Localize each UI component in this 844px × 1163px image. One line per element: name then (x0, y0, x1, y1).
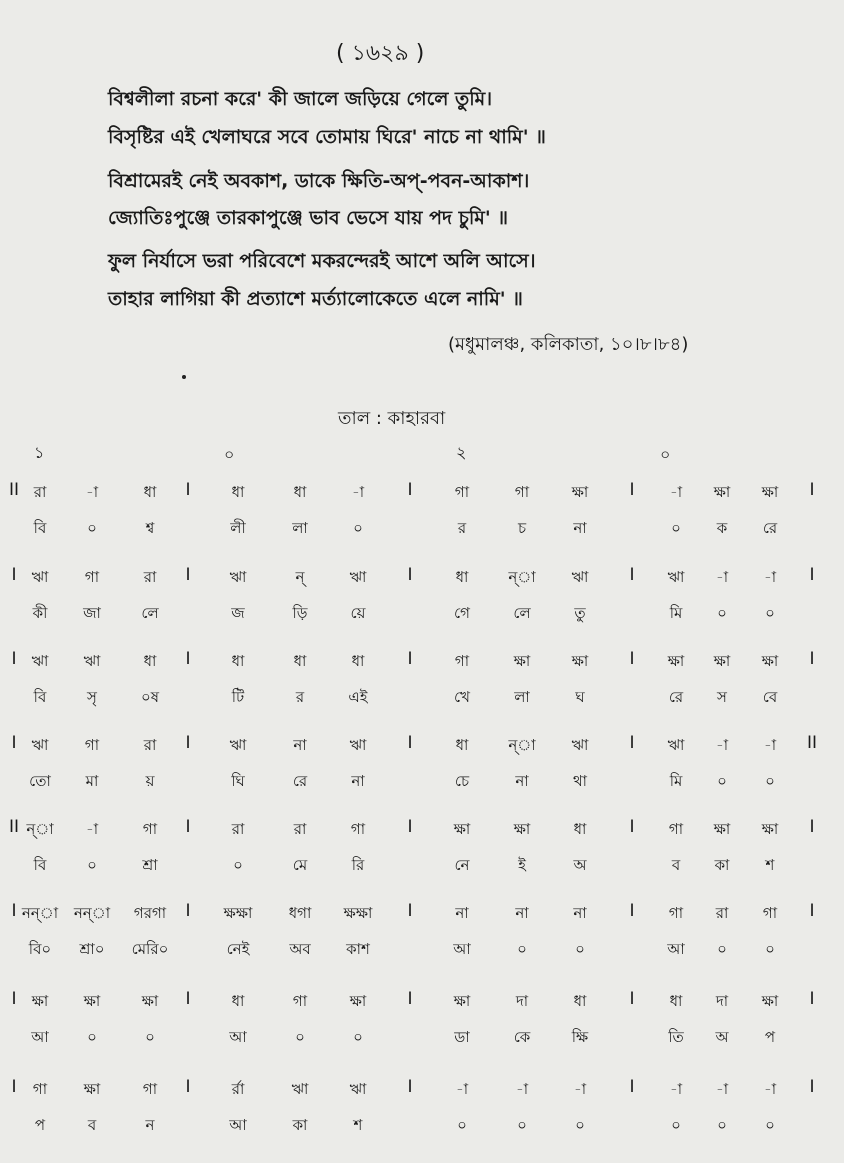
swar-note: গা (454, 483, 470, 501)
swar-note: না (573, 904, 587, 922)
lyric-line-6: তাহার লাগিয়া কী প্রত্যাশে মর্ত্যালোকেতে এলে নামি' ॥ (108, 288, 523, 310)
lyric-syllable: ০ (233, 856, 243, 874)
lyric-syllable: ০ (353, 519, 363, 537)
bar-line: I (629, 1077, 635, 1097)
lyric-syllable: কাশ (346, 940, 370, 958)
bar-line: I (407, 989, 413, 1009)
bar-line: I (629, 480, 635, 500)
bar-line: I (809, 649, 815, 669)
lyric-syllable: লে (513, 604, 531, 622)
bar-line: I (629, 733, 635, 753)
lyric-syllable: নেই (226, 940, 250, 958)
lyric-syllable: ০ (671, 519, 681, 537)
lyric-syllable: বি (33, 856, 47, 874)
lyric-syllable: লী (230, 519, 246, 537)
lyric-syllable: ঘি (231, 772, 245, 790)
swar-note: নন্া (21, 904, 59, 922)
swar-note: ক্ষা (761, 483, 779, 501)
lyric-syllable: মি (669, 604, 683, 622)
swar-note: ক্ষা (761, 652, 779, 670)
swar-note: ঋা (667, 736, 685, 754)
swar-note: ক্ষা (349, 992, 367, 1010)
swar-note: রা (143, 568, 157, 586)
bar-line: I (809, 565, 815, 585)
lyric-syllable: ০ (517, 940, 527, 958)
page-number: ( ১৬২৯ ) (336, 41, 425, 66)
lyric-syllable: আ (31, 1028, 49, 1046)
swar-note: -া (763, 568, 777, 586)
swar-note: ঋা (229, 568, 247, 586)
lyric-syllable: র (295, 688, 305, 706)
swar-note: ক্ষা (513, 652, 531, 670)
swar-note: ন্া (26, 820, 54, 838)
swar-note: ন্া (508, 736, 536, 754)
lyric-syllable: কা (292, 1116, 308, 1134)
lyric-syllable: ০ (353, 1028, 363, 1046)
swar-note: ঋা (349, 568, 367, 586)
bar-line: I (407, 733, 413, 753)
swar-note: ঋা (83, 652, 101, 670)
swar-note: দা (715, 992, 729, 1010)
swar-note: -া (715, 568, 729, 586)
swar-note: গা (350, 820, 366, 838)
swar-note: গা (292, 992, 308, 1010)
lyric-syllable: রে (292, 772, 308, 790)
lyric-syllable: র (457, 519, 467, 537)
swar-note: ধা (143, 483, 157, 501)
bar-line: I (407, 565, 413, 585)
bar-line: I (809, 480, 815, 500)
lyric-syllable: য় (145, 772, 155, 790)
bar-line: I (809, 989, 815, 1009)
bar-line: I (629, 565, 635, 585)
lyric-syllable: স (717, 688, 727, 706)
bar-line: I (407, 480, 413, 500)
row-start-bar: I (11, 989, 17, 1009)
bar-line: I (629, 989, 635, 1009)
swar-note: ক্ষা (83, 1080, 101, 1098)
swar-note: ক্ষা (713, 652, 731, 670)
lyric-syllable: মেরি০ (131, 940, 169, 958)
swar-note: গরগা (133, 904, 167, 922)
beat-marker-4: ০ (660, 445, 671, 464)
lyric-syllable: ০ (145, 1028, 155, 1046)
lyric-syllable: শ (353, 1116, 363, 1134)
swar-note: ক্ষা (453, 992, 471, 1010)
swar-note: ঋা (349, 1080, 367, 1098)
lyric-syllable: লা (292, 519, 308, 537)
swar-note: -া (669, 483, 683, 501)
swar-note: ঋা (31, 568, 49, 586)
swar-note: রা (231, 820, 245, 838)
swar-note: গা (84, 736, 100, 754)
lyric-line-1: বিশ্বলীলা রচনা করে' কী জালে জড়িয়ে গেলে তুমি। (108, 88, 493, 110)
swar-note: ক্ষা (761, 992, 779, 1010)
lyric-syllable: চে (454, 772, 470, 790)
taal-heading: তাল : কাহারবা (338, 408, 446, 429)
lyric-syllable: বি (33, 688, 47, 706)
swar-note: গা (454, 652, 470, 670)
swar-note: রা (715, 904, 729, 922)
lyric-syllable: রি (351, 856, 365, 874)
swar-note: নন্া (73, 904, 111, 922)
row-start-bar: I (11, 733, 17, 753)
swar-note: ক্ষা (31, 992, 49, 1010)
bar-line: I (407, 1077, 413, 1097)
swar-note: -া (669, 1080, 683, 1098)
swar-note: ক্ষা (571, 483, 589, 501)
swar-note: রা (143, 736, 157, 754)
lyric-syllable: ০ (457, 1116, 467, 1134)
lyric-syllable: ন (145, 1116, 155, 1134)
lyric-syllable: তি (668, 1028, 684, 1046)
bar-line: I (185, 817, 191, 837)
lyric-syllable: বি০ (28, 940, 52, 958)
swar-note: -া (763, 1080, 777, 1098)
lyric-syllable: অব (289, 940, 311, 958)
lyric-syllable: শ্রা০ (79, 940, 105, 958)
swar-note: ধা (293, 652, 307, 670)
bar-line: I (629, 649, 635, 669)
lyric-syllable: কা (714, 856, 730, 874)
bar-line: I (629, 901, 635, 921)
swar-note: গা (514, 483, 530, 501)
lyric-syllable: ডা (454, 1028, 470, 1046)
swar-note: -া (763, 736, 777, 754)
swar-note: -া (715, 1080, 729, 1098)
lyric-syllable: য়ে (350, 604, 366, 622)
beat-marker-3: ২ (456, 443, 467, 462)
lyric-syllable: লে (141, 604, 159, 622)
lyric-syllable: সৃ (87, 688, 97, 706)
swar-note: ক্ষক্ষা (223, 904, 253, 922)
lyric-line-2: বিসৃষ্টির এই খেলাঘরে সবে তোমায় ঘিরে' নাচে না থামি' ॥ (108, 126, 546, 148)
lyric-syllable: না (573, 519, 587, 537)
lyric-syllable: মে (292, 856, 308, 874)
bar-line: I (809, 817, 815, 837)
swar-note: ঋা (349, 736, 367, 754)
swar-note: ক্ষা (713, 483, 731, 501)
swar-note: -া (573, 1080, 587, 1098)
lyric-syllable: অ (715, 1028, 729, 1046)
lyric-syllable: গে (454, 604, 470, 622)
row-start-bar: I (11, 649, 17, 669)
swar-note: রা (33, 483, 47, 501)
lyric-syllable: ০ (517, 1116, 527, 1134)
swar-note: ঋা (571, 736, 589, 754)
swar-note: -া (515, 1080, 529, 1098)
lyric-syllable: ০ (717, 604, 727, 622)
lyric-syllable: না (351, 772, 365, 790)
swar-note: গা (84, 568, 100, 586)
swar-note: ক্ষা (713, 820, 731, 838)
bar-line: I (185, 1077, 191, 1097)
swar-note: ধা (351, 652, 365, 670)
swar-note: ঋা (571, 568, 589, 586)
bar-line: I (407, 901, 413, 921)
lyric-syllable: ড়ি (292, 604, 308, 622)
swar-note: ধা (231, 652, 245, 670)
bar-line: I (629, 817, 635, 837)
bar-line: I (185, 649, 191, 669)
bar-line: I (185, 901, 191, 921)
lyric-syllable: খে (454, 688, 470, 706)
swar-note: ঋা (229, 736, 247, 754)
row-start-bar: I (11, 1077, 17, 1097)
lyric-syllable: মি (669, 772, 683, 790)
lyric-syllable: ব (87, 1116, 97, 1134)
swar-note: ন্া (508, 568, 536, 586)
lyric-syllable: ক্ষি (571, 1028, 589, 1046)
swar-note: ধগা (288, 904, 312, 922)
lyric-syllable: ই (518, 856, 526, 874)
lyric-syllable: মা (85, 772, 99, 790)
swar-note: ন্ (295, 568, 305, 586)
lyric-syllable: আ (229, 1028, 247, 1046)
lyric-syllable: আ (229, 1116, 247, 1134)
lyric-syllable: কে (513, 1028, 531, 1046)
swar-note: ধা (669, 992, 683, 1010)
swar-note: ঋা (31, 736, 49, 754)
bar-line: I (185, 480, 191, 500)
lyric-syllable: লা (514, 688, 530, 706)
lyric-syllable: ০ (671, 1116, 681, 1134)
swar-note: ক্ষা (83, 992, 101, 1010)
swar-note: -া (715, 736, 729, 754)
beat-marker-1: ১ (34, 443, 45, 462)
lyric-syllable: এই (348, 688, 368, 706)
lyric-syllable: বে (762, 688, 778, 706)
swar-note: ঋা (667, 568, 685, 586)
lyric-syllable: রে (668, 688, 684, 706)
lyric-syllable: টি (231, 688, 245, 706)
bar-line: I (809, 901, 815, 921)
lyric-syllable: থা (572, 772, 588, 790)
lyric-syllable: শ (765, 856, 775, 874)
swar-note: গা (762, 904, 778, 922)
swar-note: গা (142, 820, 158, 838)
swar-note: ক্ষা (453, 820, 471, 838)
lyric-syllable: ০ (765, 940, 775, 958)
bar-line: I (809, 1077, 815, 1097)
lyric-syllable: ০ষ (140, 688, 160, 706)
swar-note: -া (455, 1080, 469, 1098)
lyric-syllable: আ (667, 940, 685, 958)
lyric-syllable: তু (574, 604, 586, 622)
lyric-syllable: ০ (717, 772, 727, 790)
swar-note: ধা (293, 483, 307, 501)
lyric-line-3: বিশ্রামেরই নেই অবকাশ, ডাকে ক্ষিতি-অপ্-পবন-আকাশ। (108, 170, 530, 192)
ink-speck (182, 375, 186, 379)
lyric-syllable: ক (716, 519, 728, 537)
swar-note: ধা (573, 992, 587, 1010)
swar-note: ক্ষা (571, 652, 589, 670)
lyric-syllable: ঘ (575, 688, 585, 706)
lyric-syllable: অ (573, 856, 587, 874)
lyric-syllable: জা (83, 604, 101, 622)
bar-line: I (407, 649, 413, 669)
lyric-line-5: ফুল নির্যাসে ভরা পরিবেশে মকরন্দেরই আশে অলি আসে। (108, 250, 536, 272)
swar-note: দা (515, 992, 529, 1010)
swar-note: র্রা (231, 1080, 245, 1098)
lyric-syllable: প (34, 1116, 46, 1134)
lyric-syllable: আ (453, 940, 471, 958)
lyric-syllable: ০ (87, 856, 97, 874)
lyric-syllable: বি (33, 519, 47, 537)
source-citation: (মধুমালঞ্চ, কলিকাতা, ১০।৮।৮৪) (448, 334, 689, 355)
swar-note: ক্ষা (667, 652, 685, 670)
lyric-syllable: ০ (295, 1028, 305, 1046)
lyric-syllable: ০ (765, 604, 775, 622)
lyric-syllable: জ (231, 604, 245, 622)
swar-note: ধা (455, 568, 469, 586)
swar-note: -া (85, 483, 99, 501)
lyric-syllable: শ্রা (142, 856, 158, 874)
bar-line: I (185, 989, 191, 1009)
swar-note: গা (668, 820, 684, 838)
lyric-syllable: না (515, 772, 529, 790)
row-start-bar: I (11, 565, 17, 585)
lyric-syllable: রে (762, 519, 778, 537)
swar-note: না (455, 904, 469, 922)
bar-line: I (185, 733, 191, 753)
swar-note: গা (32, 1080, 48, 1098)
lyric-syllable: ০ (575, 940, 585, 958)
swar-note: ধা (455, 736, 469, 754)
lyric-syllable: ০ (87, 519, 97, 537)
swar-note: ক্ষা (761, 820, 779, 838)
lyric-syllable: চ (517, 519, 527, 537)
swar-note: ধা (231, 992, 245, 1010)
swar-note: ঋা (291, 1080, 309, 1098)
lyric-syllable: ০ (575, 1116, 585, 1134)
lyric-syllable: কী (32, 604, 48, 622)
swar-note: ধা (231, 483, 245, 501)
lyric-syllable: প (764, 1028, 776, 1046)
swar-note: -া (85, 820, 99, 838)
lyric-syllable: তো (29, 772, 51, 790)
lyric-syllable: ০ (717, 940, 727, 958)
lyric-syllable: ০ (87, 1028, 97, 1046)
swar-note: ক্ষা (513, 820, 531, 838)
lyric-syllable: ০ (765, 1116, 775, 1134)
swar-note: না (515, 904, 529, 922)
swar-note: রা (293, 820, 307, 838)
row-start-bar: I (11, 901, 17, 921)
lyric-line-4: জ্যোতিঃপুঞ্জে তারকাপুঞ্জে ভাব ভেসে যায় পদ চুমি' ॥ (108, 207, 509, 229)
swar-note: ঋা (31, 652, 49, 670)
swar-note: না (293, 736, 307, 754)
swar-note: ক্ষক্ষা (343, 904, 373, 922)
swar-note: গা (668, 904, 684, 922)
beat-marker-2: ০ (224, 445, 235, 464)
bar-line: I (185, 565, 191, 585)
lyric-syllable: নে (454, 856, 470, 874)
swar-note: ক্ষা (141, 992, 159, 1010)
row-start-bar: II (8, 480, 20, 500)
swar-note: ধা (573, 820, 587, 838)
lyric-syllable: ০ (765, 772, 775, 790)
lyric-syllable: ০ (717, 1116, 727, 1134)
swar-note: গা (142, 1080, 158, 1098)
row-start-bar: II (8, 817, 20, 837)
lyric-syllable: ব (671, 856, 681, 874)
bar-line: I (407, 817, 413, 837)
lyric-syllable: শ্ব (145, 519, 155, 537)
swar-note: ধা (143, 652, 157, 670)
swar-note: -া (351, 483, 365, 501)
bar-line: II (806, 733, 818, 753)
